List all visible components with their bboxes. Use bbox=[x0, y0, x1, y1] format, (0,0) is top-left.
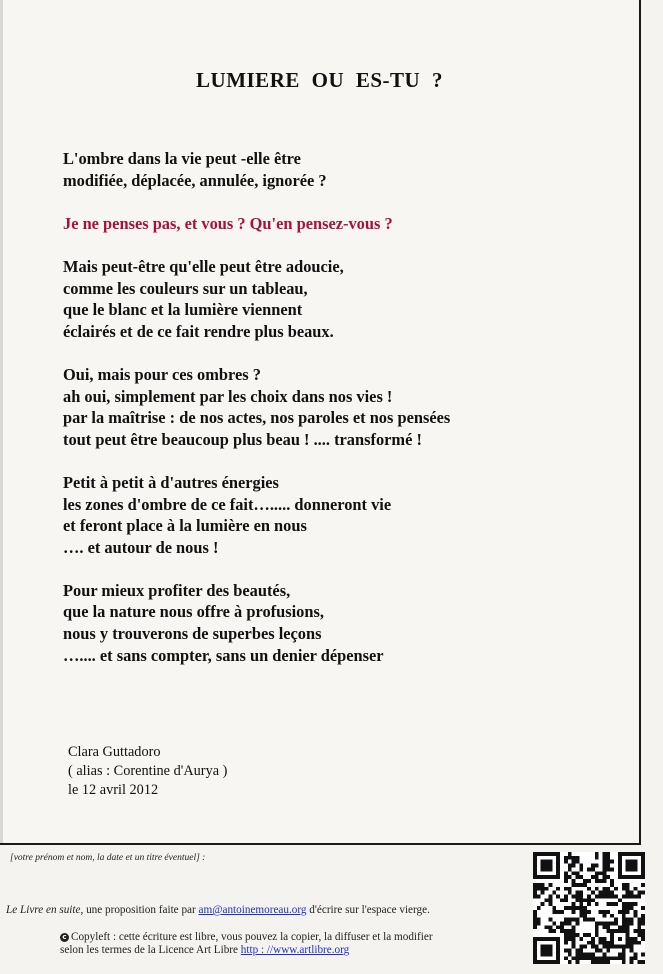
poem-line: Mais peut-être qu'elle peut être adoucie, bbox=[63, 256, 344, 276]
qr-code-icon[interactable] bbox=[533, 852, 645, 964]
poem-line: modifiée, déplacée, annulée, ignorée ? bbox=[63, 170, 327, 190]
license-link[interactable]: http : //www.artlibre.org bbox=[240, 944, 350, 957]
stanza bbox=[63, 364, 623, 450]
stanza bbox=[63, 148, 623, 191]
proposal-end: d'écrire sur l'espace vierge. bbox=[306, 904, 430, 916]
poem-line: et feront place à la lumière en nous bbox=[63, 516, 307, 536]
poem-body bbox=[63, 148, 623, 688]
proposal-text: , une proposition faite par bbox=[80, 904, 199, 916]
poem-line: par la maîtrise : de nos actes, nos paroles et nos pensées bbox=[63, 408, 451, 428]
poem-line: Petit à petit à d'autres énergies bbox=[63, 472, 279, 492]
copyleft-row-1 bbox=[60, 931, 433, 944]
copyleft-notice bbox=[60, 931, 433, 958]
poem-line: tout peut être beaucoup plus beau ! .... transformé ! bbox=[63, 429, 422, 449]
copyleft-row-2 bbox=[60, 944, 433, 957]
poem-line: Pour mieux profiter des beautés, bbox=[63, 580, 291, 600]
poem-line: les zones d'ombre de ce fait…..... donneront vie bbox=[63, 494, 392, 514]
poem-title: LUMIERE OU ES-TU ? bbox=[196, 68, 443, 92]
poem-line: ah oui, simplement par les choix dans nos vies ! bbox=[63, 386, 393, 406]
stanza bbox=[63, 256, 623, 342]
highlighted-line: Je ne penses pas, et vous ? Qu'en pensez-vous ? bbox=[63, 213, 393, 233]
stanza bbox=[63, 213, 623, 235]
copyleft-text-2: selon les termes de la Licence Art Libre bbox=[60, 944, 241, 957]
poem-line: nous y trouverons de superbes leçons bbox=[63, 624, 322, 644]
book-title: Le Livre en suite bbox=[6, 904, 81, 916]
copyleft-text-1: Copyleft : cette écriture est libre, vous pouvez la copier, la diffuser et la modifier bbox=[71, 931, 433, 943]
footer-hint: [votre prénom et nom, la date et un titre éventuel] : bbox=[10, 853, 206, 863]
poem-line: L'ombre dans la vie peut -elle être bbox=[63, 149, 301, 168]
poem-line: comme les couleurs sur un tableau, bbox=[63, 278, 308, 298]
copyleft-icon: c bbox=[60, 933, 69, 942]
email-link[interactable]: am@antoinemoreau.org bbox=[198, 904, 307, 916]
signature-line: le 12 avril 2012 bbox=[68, 782, 159, 798]
poem-line: que la nature nous offre à profusions, bbox=[63, 602, 324, 622]
poem-line: …. et autour de nous ! bbox=[63, 537, 219, 557]
poem-line: éclairés et de ce fait rendre plus beaux. bbox=[63, 321, 334, 341]
poem-line: Oui, mais pour ces ombres ? bbox=[63, 364, 261, 384]
signature-block bbox=[68, 743, 227, 800]
stanza bbox=[63, 580, 623, 666]
signature-line: ( alias : Corentine d'Aurya ) bbox=[68, 763, 228, 779]
signature-line: Clara Guttadoro bbox=[68, 744, 161, 760]
stanza bbox=[63, 472, 623, 558]
poem-line: que le blanc et la lumière viennent bbox=[63, 300, 303, 320]
poem-line: ….... et sans compter, sans un denier dépenser bbox=[63, 645, 384, 665]
footer-proposal bbox=[6, 904, 430, 916]
